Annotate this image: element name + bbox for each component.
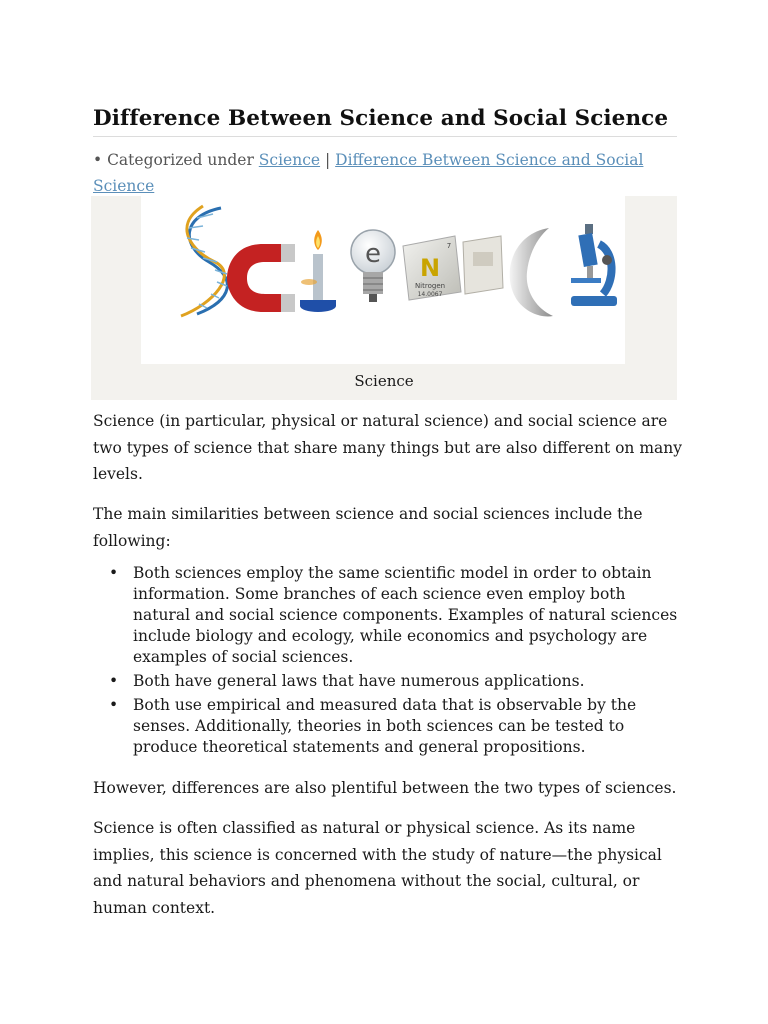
- moon-icon: [510, 228, 553, 316]
- paragraph-differences: However, differences are also plentiful between the two types of sciences.: [93, 779, 677, 797]
- science-illustration: [141, 196, 625, 364]
- list-item-text: Both have general laws that have numerous applications.: [133, 672, 585, 690]
- list-item: [93, 695, 683, 758]
- category-line: [93, 147, 653, 199]
- paragraph-intro: Science (in particular, physical or natural science) and social science are two types of science that share many things but are also different on many levels.: [93, 412, 683, 483]
- list-item-text: Both sciences employ the same scientific model in order to obtain information. Some branches of each science even employ both natural and social science components. Examples of natural sciences include biology and ecology, while economics and psychology are examples of social sciences.: [133, 564, 678, 666]
- bullet-dot: •: [109, 672, 119, 690]
- microscope-icon: [571, 224, 617, 306]
- category-link-difference[interactable]: Difference Between Science and Social Science: [93, 151, 644, 195]
- paragraph-similarities-lead: The main similarities between science and social sciences include the following:: [93, 505, 643, 550]
- figure: [91, 196, 677, 400]
- dna-helix-icon: [181, 206, 227, 316]
- page-title: Difference Between Science and Social Science: [93, 106, 669, 131]
- list-item: [93, 671, 683, 692]
- light-bulb-icon: [351, 230, 395, 302]
- element-mass: 14.0067: [417, 291, 443, 298]
- paragraph-natural-science: Science is often classified as natural or physical science. As its name implies, this science is concerned with the study of nature—the physical and natural behaviors and phenomena without the social, cultural, or human context.: [93, 819, 662, 917]
- bullet-dot: •: [109, 696, 119, 714]
- element-name: Nitrogen: [414, 282, 446, 290]
- title-divider: [93, 136, 677, 137]
- bullet-dot: •: [109, 564, 119, 582]
- science-image: [141, 196, 625, 364]
- category-separator: |: [320, 151, 336, 169]
- similarities-list: [93, 563, 683, 761]
- category-prefix: • Categorized under: [93, 151, 259, 169]
- list-item-text: Both use empirical and measured data that is observable by the senses. Additionally, theories in both sciences can be tested to produce theoretical statements and general propositions.: [133, 696, 637, 756]
- element-number: 7: [446, 242, 452, 250]
- nitrogen-tile-icon: [403, 236, 461, 300]
- svg-text:e: e: [365, 239, 381, 269]
- figure-caption: Science: [354, 372, 414, 390]
- element-symbol: N: [419, 254, 441, 282]
- list-item: [93, 563, 683, 668]
- bunsen-burner-icon: [300, 230, 336, 312]
- category-link-science[interactable]: Science: [258, 151, 321, 169]
- circuit-block-icon: [463, 236, 503, 294]
- magnet-icon: [227, 244, 295, 312]
